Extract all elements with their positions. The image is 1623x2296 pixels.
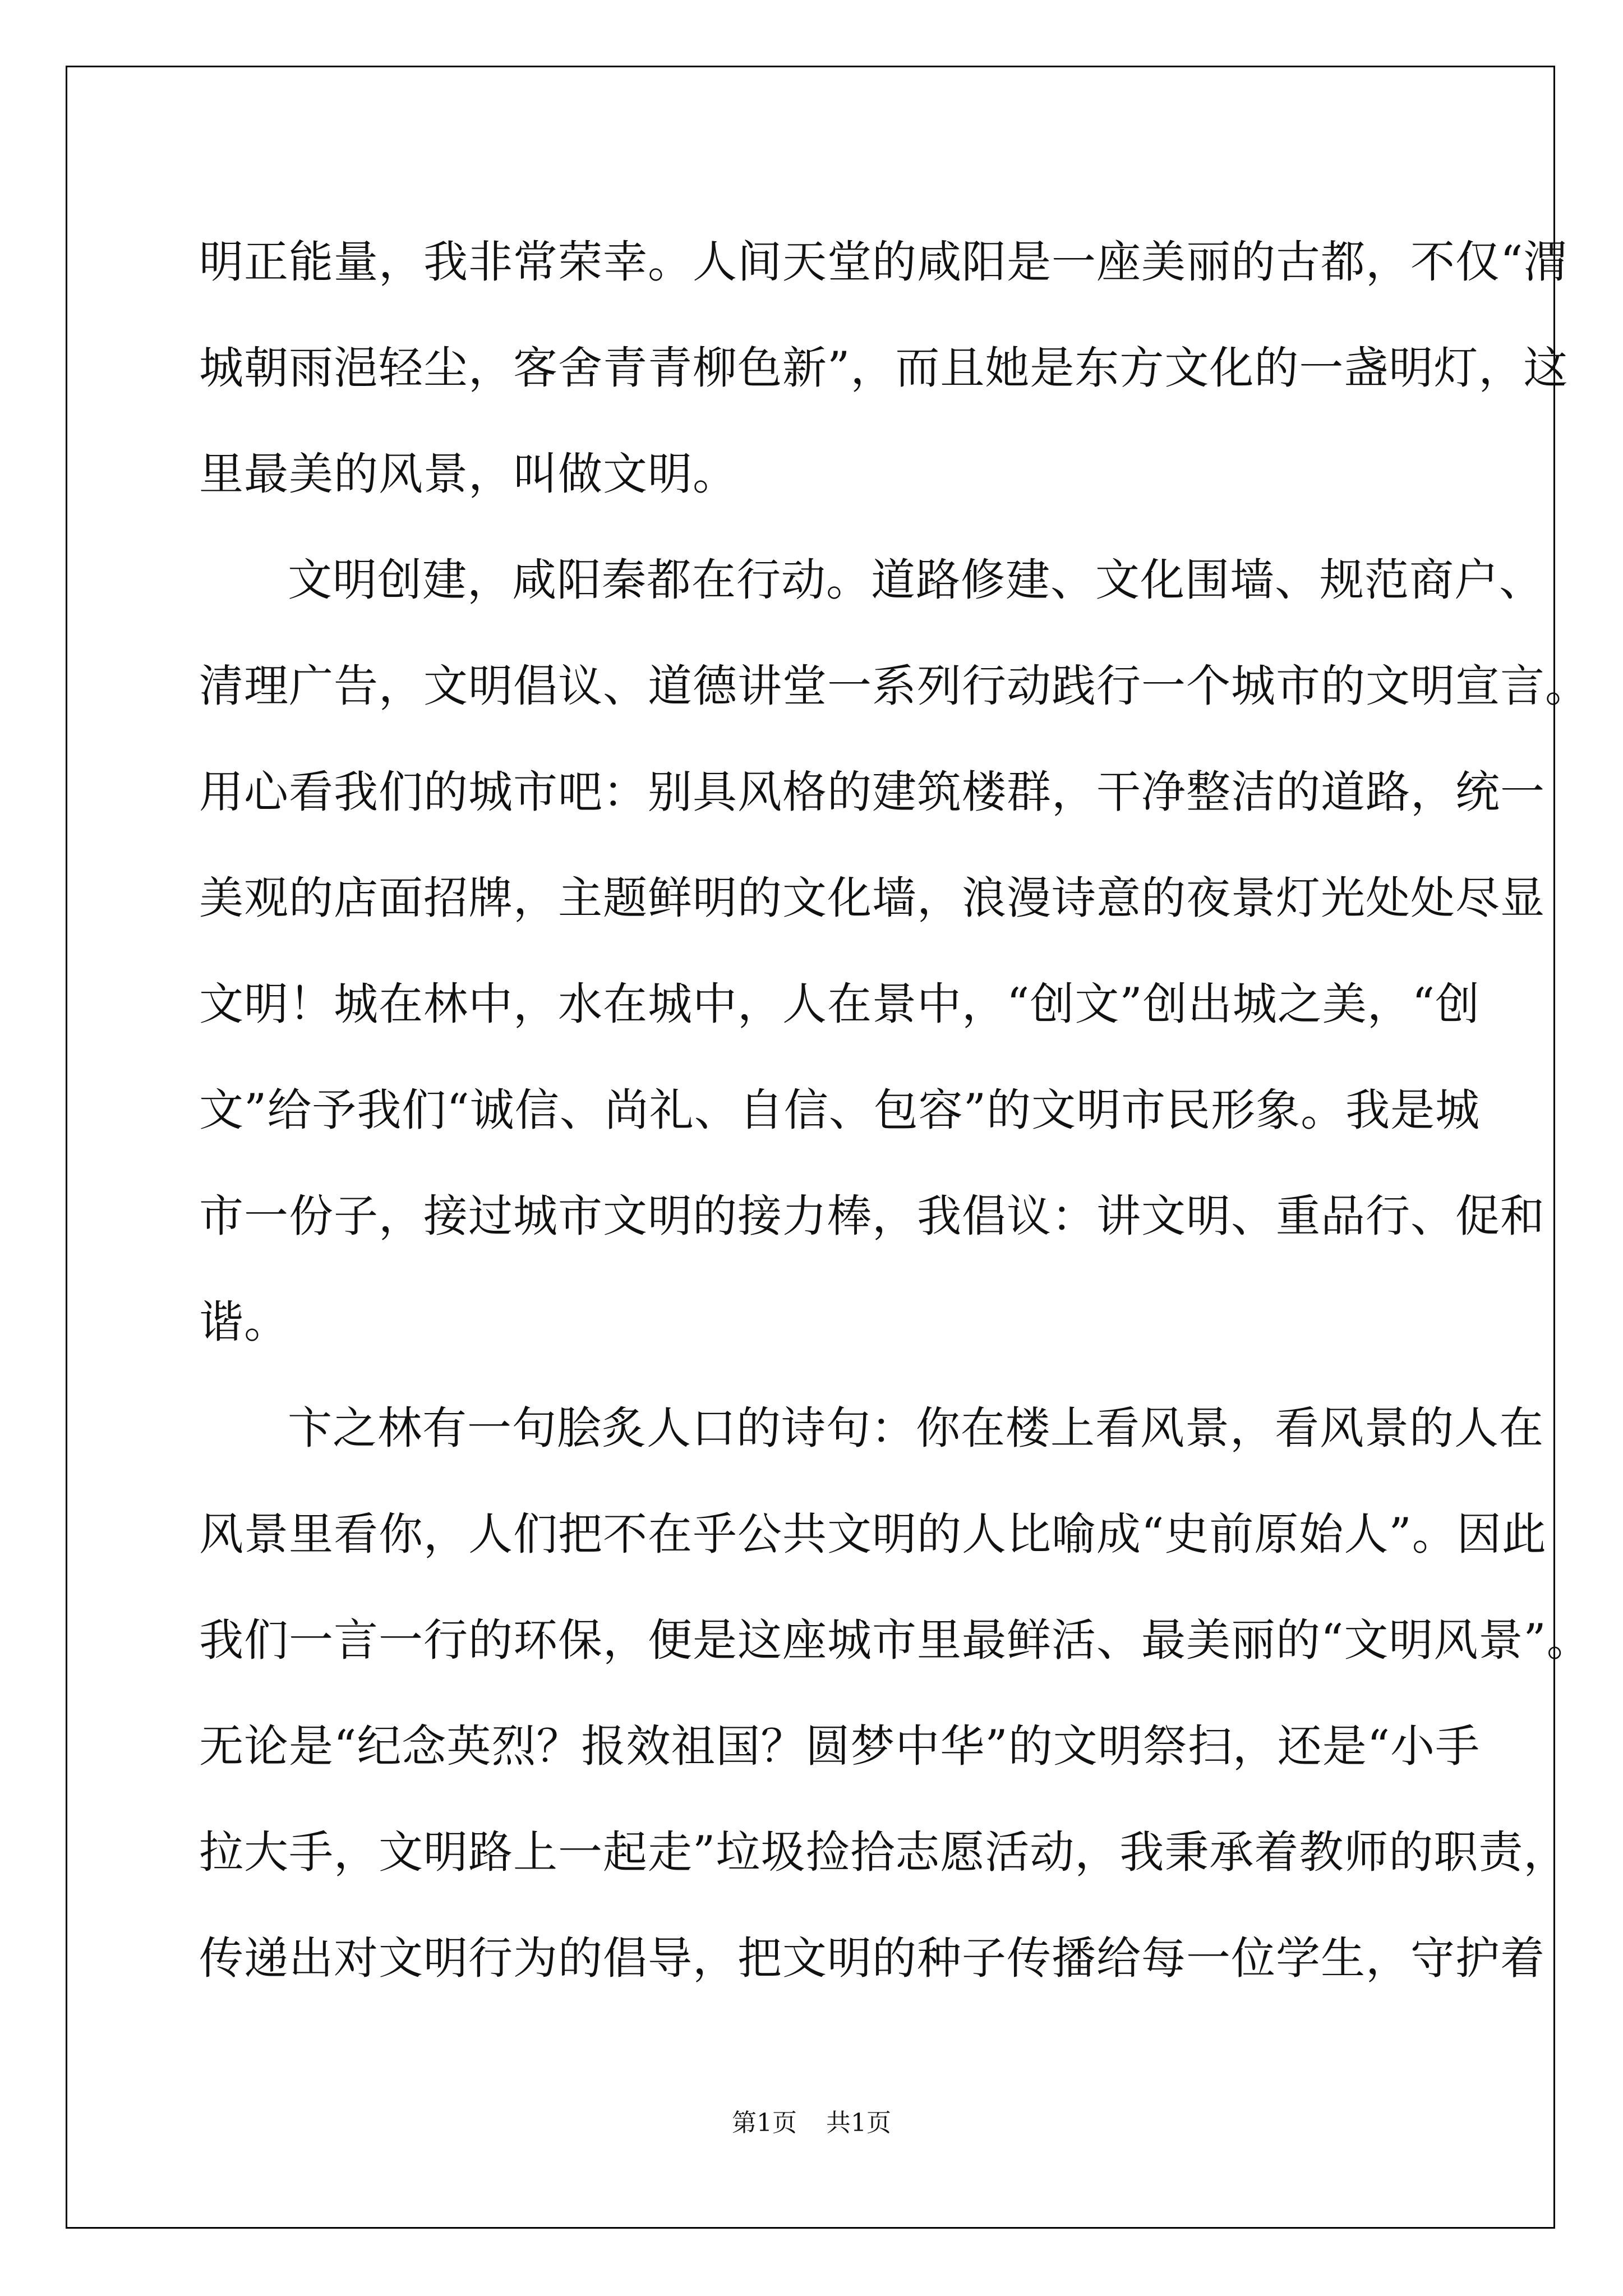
text-line: 美观的店面招牌，主题鲜明的文化墙，浪漫诗意的夜景灯光处处尽显 [199,872,1545,924]
text-line: 市一份子，接过城市文明的接力棒，我倡议：讲文明、重品行、促和 [199,1190,1545,1242]
text-line: 我们一言一行的环保，便是这座城市里最鲜活、最美丽的“文明风景”。 [199,1614,1592,1666]
text-line: 传递出对文明行为的倡导，把文明的种子传播给每一位学生，守护着 [199,1932,1545,1984]
page-footer [0,2102,1623,2138]
text-line: 文”给予我们“诚信、尚礼、自信、包容”的文明市民形象。我是城 [199,1084,1481,1136]
text-line: 风景里看你，人们把不在乎公共文明的人比喻成“史前原始人”。因此 [199,1508,1547,1560]
text-line: 明正能量，我非常荣幸。人间天堂的咸阳是一座美丽的古都，不仅“渭 [199,236,1569,288]
text-line: 拉大手，文明路上一起走”垃圾捡拾志愿活动，我秉承着教师的职责， [199,1826,1569,1878]
paragraph-start-line: 卞之林有一句脍炙人口的诗句：你在楼上看风景，看风景的人在 [288,1402,1544,1454]
paragraph-start-line: 文明创建，咸阳秦都在行动。道路修建、文化围墙、规范商户、 [288,554,1544,606]
text-line: 谐。 [199,1296,289,1348]
page-number: 第1页 [732,2109,797,2137]
document-body [199,209,1592,2012]
text-line: 无论是“纪念英烈？报效祖国？圆梦中华”的文明祭扫，还是“小手 [199,1720,1481,1772]
text-line: 用心看我们的城市吧：别具风格的建筑楼群，干净整洁的道路，统一 [199,766,1545,818]
text-line: 里最美的风景，叫做文明。 [199,448,737,500]
text-line: 清理广告，文明倡议、道德讲堂一系列行动践行一个城市的文明宣言。 [199,660,1590,712]
text-line: 文明！城在林中，水在城中，人在景中，“创文”创出城之美，“创 [199,978,1481,1030]
page-total: 共1页 [826,2109,891,2137]
text-line: 城朝雨浥轻尘，客舍青青柳色新”，而且她是东方文化的一盏明灯，这 [199,342,1569,394]
